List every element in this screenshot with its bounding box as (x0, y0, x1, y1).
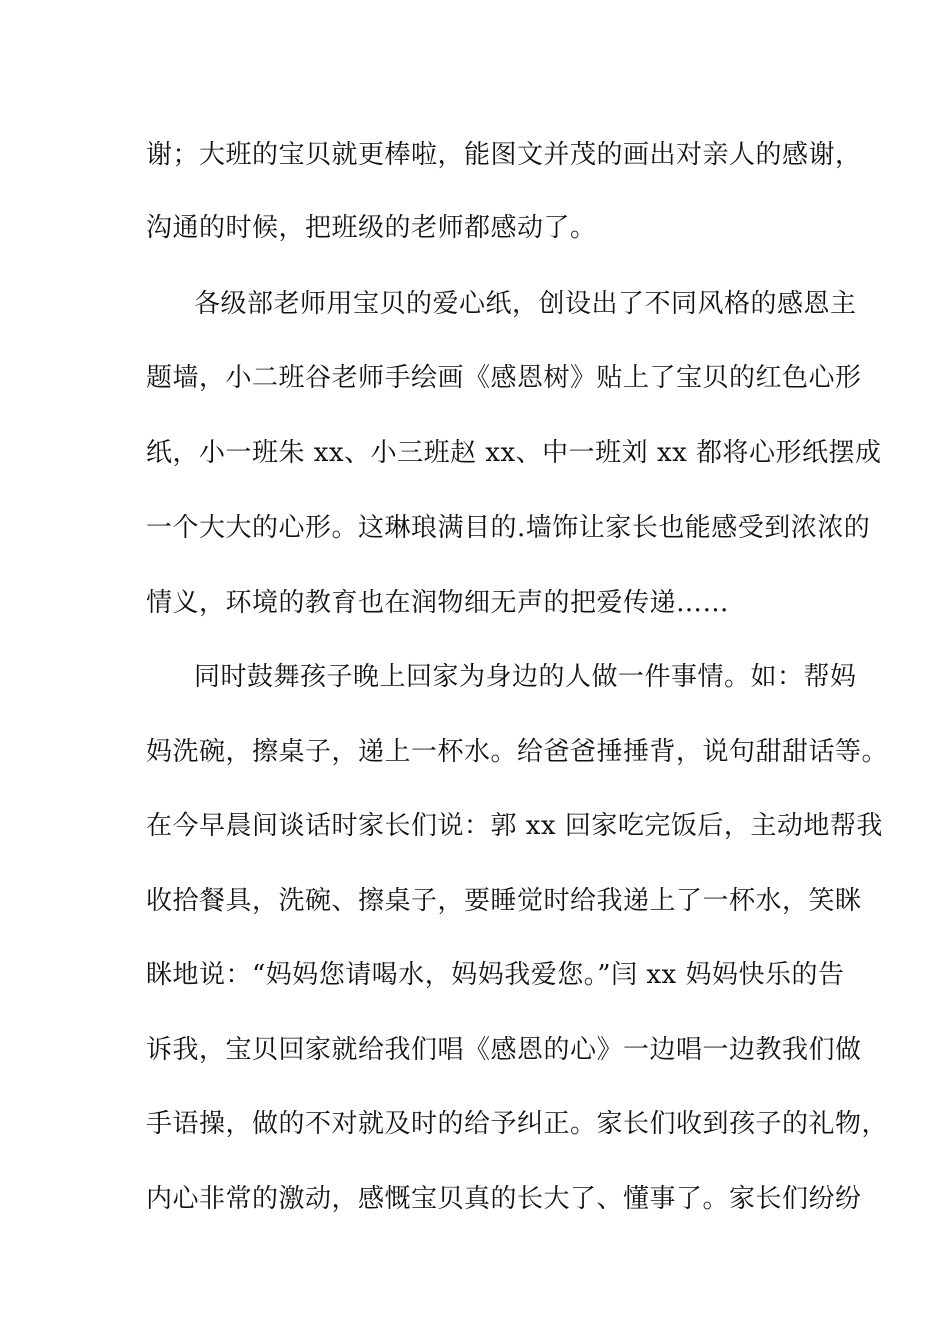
text-line: 谢；大班的宝贝就更棒啦，能图文并茂的画出对亲人的感谢， (146, 140, 862, 170)
text-line: 内心非常的激动，感慨宝贝真的长大了、懂事了。家长们纷纷 (146, 1184, 862, 1214)
text-line: 在今早晨间谈话时家长们说：郭 xx 回家吃完饭后，主动地帮我 (146, 811, 883, 841)
text-line: 手语操，做的不对就及时的给予纠正。家长们收到孩子的礼物， (146, 1109, 889, 1139)
text-line: 妈洗碗，擦桌子，递上一杯水。给爸爸捶捶背，说句甜甜话等。 (146, 737, 889, 767)
paragraph-start-line: 同时鼓舞孩子晚上回家为身边的人做一件事情。如：帮妈 (194, 662, 857, 692)
paragraph-start-line: 各级部老师用宝贝的爱心纸，创设出了不同风格的感恩主 (194, 289, 857, 319)
text-line: 沟通的时候，把班级的老师都感动了。 (146, 213, 597, 243)
text-line: 题墙，小二班谷老师手绘画《感恩树》贴上了宝贝的红色心形 (146, 363, 862, 393)
text-line: 情义，环境的教育也在润物细无声的把爱传递…… (146, 588, 730, 618)
text-line: 一个大大的心形。这琳琅满目的.墙饰让家长也能感受到浓浓的 (146, 513, 871, 543)
text-line: 眯地说：“妈妈您请喝水，妈妈我爱您。”闫 xx 妈妈快乐的告 (146, 960, 845, 990)
text-line: 诉我，宝贝回家就给我们唱《感恩的心》一边唱一边教我们做 (146, 1035, 862, 1065)
text-line: 收拾餐具，洗碗、擦桌子，要睡觉时给我递上了一杯水，笑眯 (146, 886, 862, 916)
text-line: 纸，小一班朱 xx、小三班赵 xx、中一班刘 xx 都将心形纸摆成 (146, 438, 882, 468)
